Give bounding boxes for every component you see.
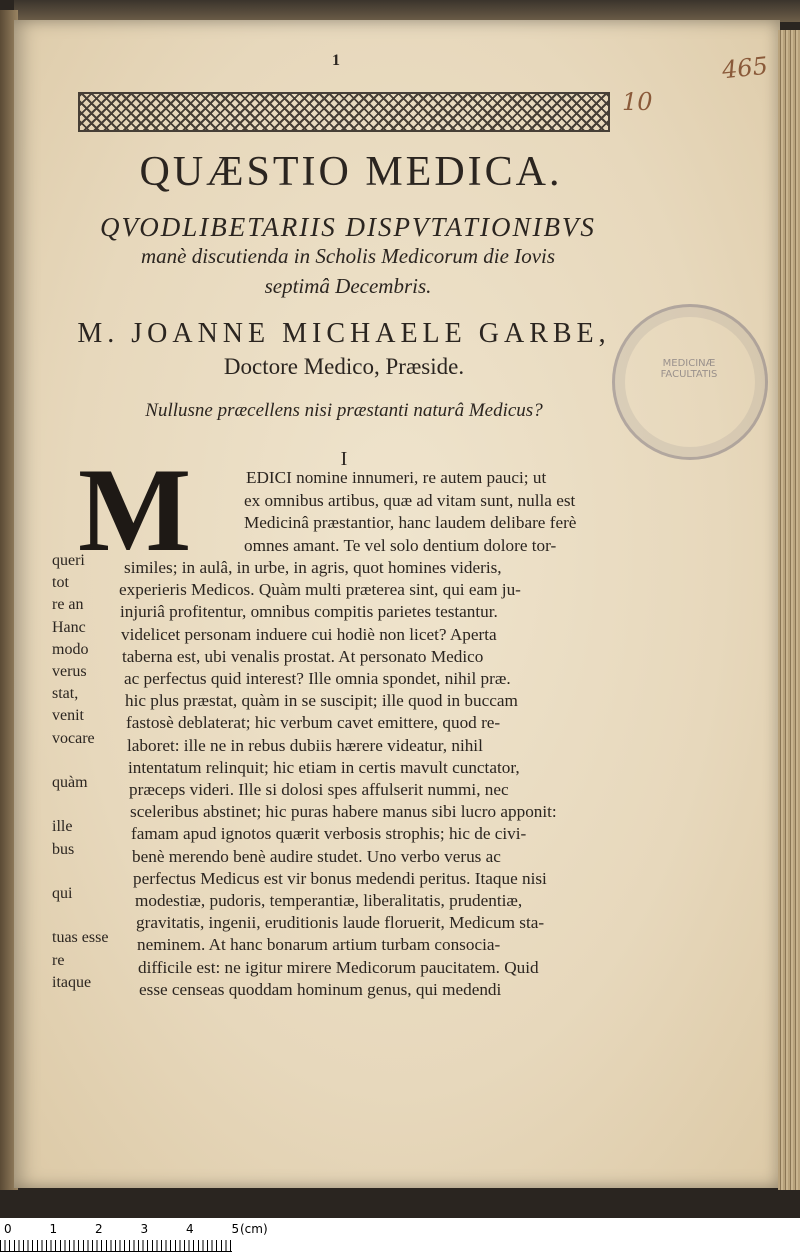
book-page <box>14 20 780 1188</box>
body-line: ac perfectus quid interest? Ille omnia spondet, nihil præ. <box>124 669 511 688</box>
margin-word: quàm <box>52 774 88 791</box>
page-title: QUÆSTIO MEDICA. <box>139 149 563 195</box>
margin-word: stat, <box>52 685 79 703</box>
margin-word: re an <box>52 596 84 614</box>
page-number: 1 <box>332 52 340 69</box>
ruler-unit: (cm) <box>240 1222 268 1236</box>
body-line: EDICI nomine innumeri, re autem pauci; ut <box>246 468 547 487</box>
subtitle-line-1: QVODLIBETARIIS DISPVTATIONIBVS <box>100 212 596 242</box>
margin-word: re <box>52 951 65 969</box>
body-line: modestiæ, pudoris, temperantiæ, liberalitatis, prudentiæ, <box>135 891 523 910</box>
body-line: taberna est, ubi venalis prostat. At personato Medico <box>122 646 484 666</box>
drop-capital: M <box>78 443 192 576</box>
library-stamp <box>612 304 768 460</box>
margin-word: itaque <box>52 973 92 991</box>
ruler-label: 0 <box>4 1222 12 1236</box>
body-line: benè merendo benè audire studet. Uno verbo verus ac <box>132 846 501 866</box>
body-line: præceps videri. Ille si dolosi spes affulserit nummi, nec <box>129 780 509 799</box>
margin-word: modo <box>52 640 89 658</box>
ornamental-headpiece <box>78 92 610 132</box>
subtitle-line-3: septimâ Decembris. <box>264 274 432 298</box>
body-line: ex omnibus artibus, quæ ad vitam sunt, nulla est <box>244 490 576 510</box>
body-line: sceleribus abstinet; hic puras habere manus sibi lucro apponit: <box>130 802 557 822</box>
body-line: similes; in aulâ, in urbe, in agris, quot homines videris, <box>124 558 502 577</box>
praeses-name: M. JOANNE MICHAELE GARBE, <box>77 318 611 349</box>
margin-word: vocare <box>52 729 95 747</box>
margin-word: tot <box>52 574 69 592</box>
margin-word: verus <box>52 663 87 680</box>
body-line: famam apud ignotos quærit verbosis strophis; hic de civi- <box>131 824 527 844</box>
body-line: esse censeas quoddam hominum genus, qui medendi <box>139 979 502 999</box>
praeses-title: Doctore Medico, Præside. <box>223 354 465 379</box>
body-line: experieris Medicos. Quàm multi præterea sint, qui eam ju- <box>119 580 521 600</box>
body-line: fastosè deblaterat; hic verbum cavet emittere, quod re- <box>126 713 501 733</box>
ruler-label: 2 <box>95 1222 103 1236</box>
body-line: difficile est: ne igitur mirere Medicorum paucitatem. Quid <box>138 957 539 977</box>
disputation-question: Nullusne præcellens nisi præstanti naturâ Medicus? <box>145 400 543 421</box>
ruler-label: 3 <box>140 1222 149 1236</box>
body-line: neminem. At hanc bonarum artium turbam consocia- <box>137 935 501 955</box>
body-line: videlicet personam induere cui hodiè non licet? Aperta <box>121 624 497 644</box>
book-top-edge <box>14 0 800 22</box>
body-line: perfectus Medicus est vir bonus medendi peritus. Itaque nisi <box>133 868 547 888</box>
handwritten-folio: 465 <box>720 51 770 85</box>
ruler-label: 1 <box>49 1222 58 1236</box>
scale-ruler <box>0 1218 800 1258</box>
ruler-label: 4 <box>186 1222 194 1236</box>
body-line: intentatum relinquit; hic etiam in certis mavult cunctator, <box>128 757 520 777</box>
margin-word: bus <box>52 840 75 858</box>
page-edges <box>778 30 800 1190</box>
body-line: gravitatis, ingenii, eruditionis laude floruerit, Medicum sta- <box>136 913 545 933</box>
body-line: laboret: ille ne in rebus dubiis hærere videatur, nihil <box>127 735 483 755</box>
margin-word: Hanc <box>52 618 86 636</box>
margin-word: qui <box>52 885 73 902</box>
ruler-label: 5 <box>231 1222 240 1236</box>
section-number: I <box>340 448 348 470</box>
body-line: omnes amant. Te vel solo dentium dolore tor- <box>244 535 557 555</box>
margin-word: queri <box>52 552 85 569</box>
body-line: injuriâ profitentur, omnibus compitis parietes testantur. <box>120 602 498 622</box>
margin-word: venit <box>52 707 84 725</box>
body-line: Medicinâ præstantior, hanc laudem delibare ferè <box>244 513 577 532</box>
subtitle-line-2: manè discutienda in Scholis Medicorum die Iovis <box>140 244 556 268</box>
margin-word: tuas esse <box>52 929 109 947</box>
library-stamp-text: MEDICINÆ FACULTATIS <box>660 358 718 380</box>
handwritten-shelfmark: 10 <box>622 88 653 116</box>
ruler-baseline <box>0 1251 232 1252</box>
body-line: hic plus præstat, quàm in se suscipit; ille quod in buccam <box>125 691 518 711</box>
margin-word: ille <box>52 818 73 836</box>
